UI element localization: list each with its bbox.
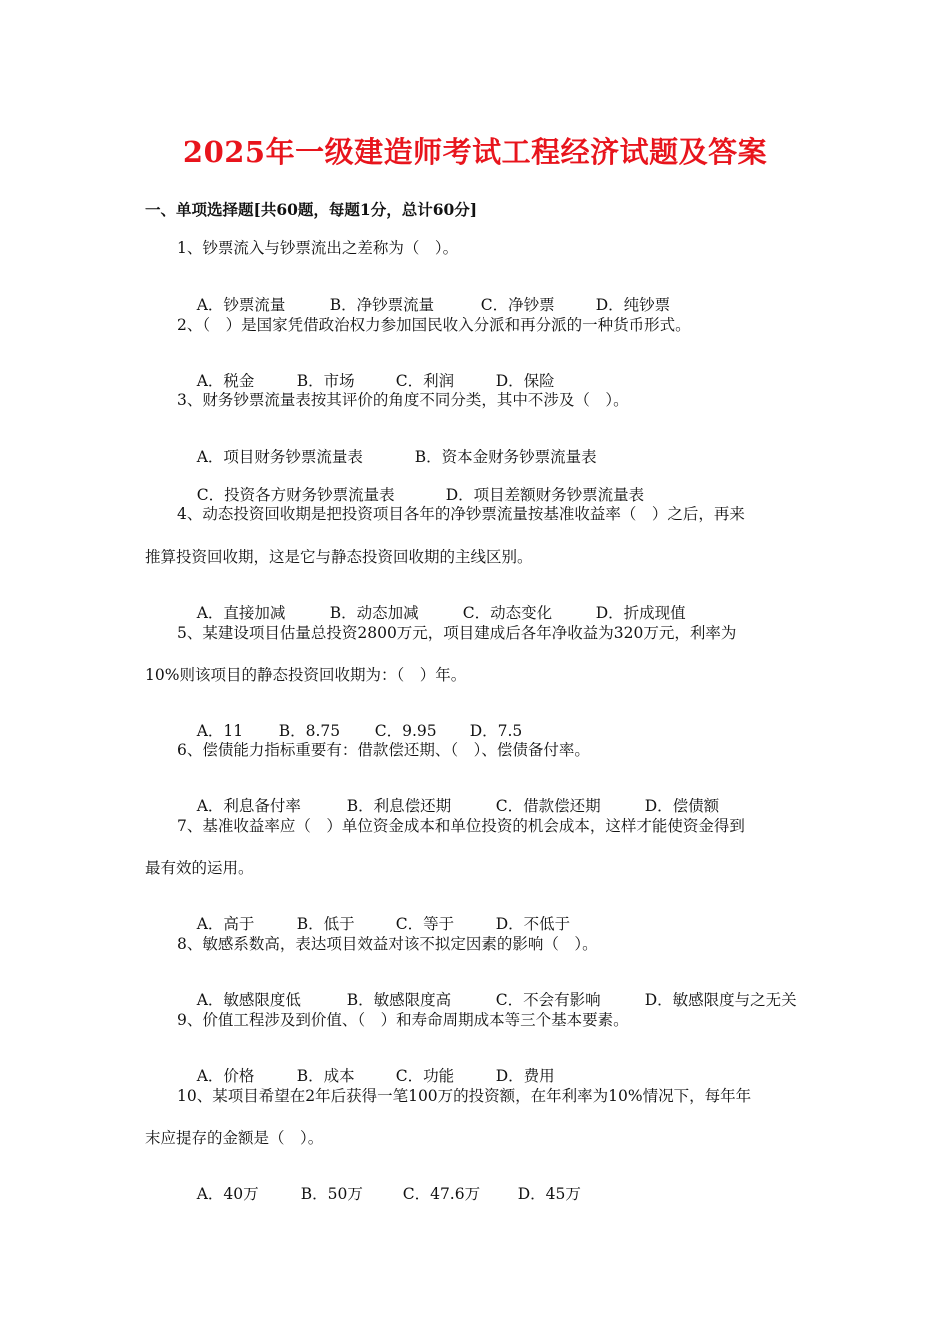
option-b: B．低于 [296, 915, 355, 933]
section-heading: 一、单项选择题[共60题，每题1分，总计60分] [145, 200, 478, 219]
question-6-stem: 6、偿债能力指标重要有：借款偿还期、（ ）、偿债备付率。 [177, 741, 590, 759]
question-5-stem-line1: 5、某建设项目估量总投资2800万元，项目建成后各年净收益为320万元，利率为 [177, 624, 737, 642]
option-c: C．利润 [395, 372, 455, 390]
option-c: C．功能 [395, 1067, 455, 1085]
option-c: C．动态变化 [462, 604, 553, 622]
option-c: C．借款偿还期 [495, 797, 601, 815]
option-b: B．50万 [300, 1185, 363, 1203]
option-c: C．9.95 [374, 722, 437, 740]
question-8-stem: 8、敏感系数高，表达项目效益对该不拟定因素的影响（ ）。 [177, 935, 598, 953]
option-c: C．投资各方财务钞票流量表 [196, 486, 395, 504]
option-b: B．成本 [296, 1067, 355, 1085]
option-a: A．高于 [196, 915, 255, 933]
option-c: C．不会有影响 [495, 991, 601, 1009]
option-a: A．利息备付率 [196, 797, 301, 815]
option-c: C．47.6万 [402, 1185, 481, 1203]
option-d: D．纯钞票 [595, 296, 671, 314]
option-a: A．钞票流量 [196, 296, 286, 314]
option-b: B．净钞票流量 [329, 296, 435, 314]
option-a: A．价格 [196, 1067, 255, 1085]
question-9-stem: 9、价值工程涉及到价值、（ ）和寿命周期成本等三个基本要素。 [177, 1011, 629, 1029]
option-a: A．敏感限度低 [196, 991, 301, 1009]
question-5-stem-line2: 10%则该项目的静态投资回收期为：（ ）年。 [145, 666, 467, 684]
option-a: A．40万 [196, 1185, 259, 1203]
question-7-stem-line1: 7、基准收益率应（ ）单位资金成本和单位投资的机会成本，这样才能使资金得到 [177, 817, 745, 835]
question-7-stem-line2: 最有效的运用。 [145, 859, 254, 877]
question-1-stem: 1、钞票流入与钞票流出之差称为（ ）。 [177, 239, 459, 257]
option-a: A．11 [196, 722, 244, 740]
option-b: B．敏感限度高 [346, 991, 452, 1009]
option-a: A．税金 [196, 372, 255, 390]
option-d: D．费用 [495, 1067, 555, 1085]
question-10-options [177, 1164, 581, 1222]
option-a: A．直接加减 [196, 604, 286, 622]
option-d: D．不低于 [495, 915, 571, 933]
option-d: D．偿债额 [644, 797, 720, 815]
option-b: B．市场 [296, 372, 355, 390]
option-b: B．资本金财务钞票流量表 [414, 448, 597, 466]
option-d: D．45万 [517, 1185, 581, 1203]
option-d: D．保险 [495, 372, 555, 390]
question-2-stem: 2、（ ）是国家凭借政治权力参加国民收入分派和再分派的一种货币形式。 [177, 316, 691, 334]
option-d: D．项目差额财务钞票流量表 [445, 486, 645, 504]
option-c: C．净钞票 [480, 296, 555, 314]
option-b: B．利息偿还期 [346, 797, 452, 815]
option-c: C．等于 [395, 915, 455, 933]
option-b: B．动态加减 [329, 604, 419, 622]
question-4-stem-line2: 推算投资回收期，这是它与静态投资回收期的主线区别。 [145, 548, 533, 566]
option-b: B．8.75 [278, 722, 341, 740]
option-a: A．项目财务钞票流量表 [196, 448, 363, 466]
question-3-stem: 3、财务钞票流量表按其评价的角度不同分类，其中不涉及（ ）。 [177, 391, 629, 409]
option-d: D．7.5 [469, 722, 523, 740]
option-d: D．折成现值 [595, 604, 686, 622]
question-10-stem-line1: 10、某项目希望在2年后获得一笔100万的投资额，在年利率为10%情况下，每年年 [177, 1087, 752, 1105]
document-title: 2025年一级建造师考试工程经济试题及答案 [182, 135, 768, 169]
option-d: D．敏感限度与之无关 [644, 991, 797, 1009]
question-4-stem-line1: 4、动态投资回收期是把投资项目各年的净钞票流量按基准收益率（ ）之后，再来 [177, 505, 745, 523]
question-10-stem-line2: 末应提存的金额是（ ）。 [145, 1129, 324, 1147]
